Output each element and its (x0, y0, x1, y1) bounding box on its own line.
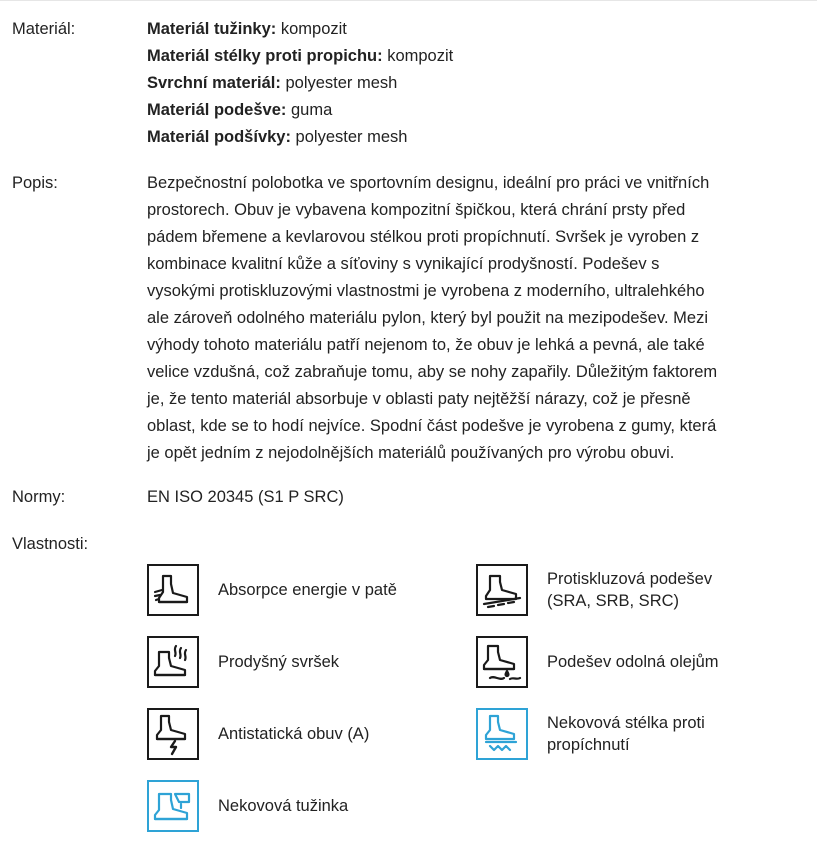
material-item-value: polyester mesh (290, 128, 408, 146)
description-line: Bezpečnostní polobotka ve sportovním designu, ideální pro práci ve vnitřních (147, 174, 710, 192)
features-label: Vlastnosti: (12, 535, 89, 553)
top-divider (0, 0, 817, 1)
description-text (147, 170, 777, 467)
norms-label: Normy: (12, 488, 66, 506)
description-line: oblast, kde se to hodí nejvíce. Spodní část podešve je vyrobena z gumy, která (147, 417, 717, 435)
nonmetal-toecap-icon (147, 780, 199, 832)
material-item-name: Materiál tužinky: (147, 20, 277, 38)
antistatic-shoe-icon (147, 708, 199, 760)
material-item (147, 70, 777, 97)
material-label: Materiál: (12, 20, 76, 38)
feature-label: Podešev odolná olejům (547, 653, 719, 671)
material-item-value: kompozit (382, 47, 454, 65)
material-item (147, 43, 777, 70)
norms-value: EN ISO 20345 (S1 P SRC) (147, 488, 344, 506)
breathable-upper-icon (147, 636, 199, 688)
material-item-value: kompozit (276, 20, 347, 38)
description-line: je opět jedním z nejodolnějších materiálů používaných pro výrobu obuvi. (147, 444, 675, 462)
material-item-value: polyester mesh (280, 74, 398, 92)
oil-resistant-sole-icon (476, 636, 528, 688)
nonmetal-puncture-insole-icon (476, 708, 528, 760)
feature-label: Nekovová stélka proti propíchnutí (547, 714, 705, 754)
feature-label: Prodyšný svršek (218, 653, 340, 671)
material-item-name: Materiál stélky proti propichu: (147, 47, 383, 65)
material-item (147, 97, 777, 124)
description-line: výhody tohoto materiálu patří nejenom to, že obuv je lehká a pevná, ale také (147, 336, 705, 354)
description-line: velice vzdušná, což zabraňuje tomu, aby se nohy zapařily. Důležitým faktorem (147, 363, 718, 381)
feature-label: Protiskluzová podešev (SRA, SRB, SRC) (547, 570, 713, 610)
material-item-name: Materiál podešve: (147, 101, 287, 119)
heel-energy-absorption-icon (147, 564, 199, 616)
description-line: ale zároveň odolného materiálu pylon, který byl použit na mezipodešev. Mezi (147, 309, 708, 327)
description-line: pádem břemene a kevlarovou stélkou proti propíchnutí. Svršek je vyroben z (147, 228, 700, 246)
material-item-name: Svrchní materiál: (147, 74, 281, 92)
description-label: Popis: (12, 174, 58, 192)
feature-label: Nekovová tužinka (218, 797, 349, 815)
feature-label: Absorpce energie v patě (218, 581, 397, 599)
feature-label: Antistatická obuv (A) (218, 725, 370, 743)
material-item (147, 124, 777, 151)
material-item-value: guma (286, 101, 333, 119)
description-line: je, že tento materiál absorbuje v oblasti paty nejtěžší nárazy, což je přesně (147, 390, 691, 408)
material-item (147, 16, 777, 43)
material-values (147, 16, 777, 151)
description-line: vysokými protiskluzovými vlastnostmi je vyrobena z moderního, ultralehkého (147, 282, 705, 300)
anti-slip-sole-icon (476, 564, 528, 616)
material-item-name: Materiál podšívky: (147, 128, 291, 146)
description-line: prostorech. Obuv je vybavena kompozitní špičkou, která chrání prsty před (147, 201, 686, 219)
description-line: kombinace kvalitní kůže a síťoviny s vynikající prodyšností. Podešev s (147, 255, 660, 273)
